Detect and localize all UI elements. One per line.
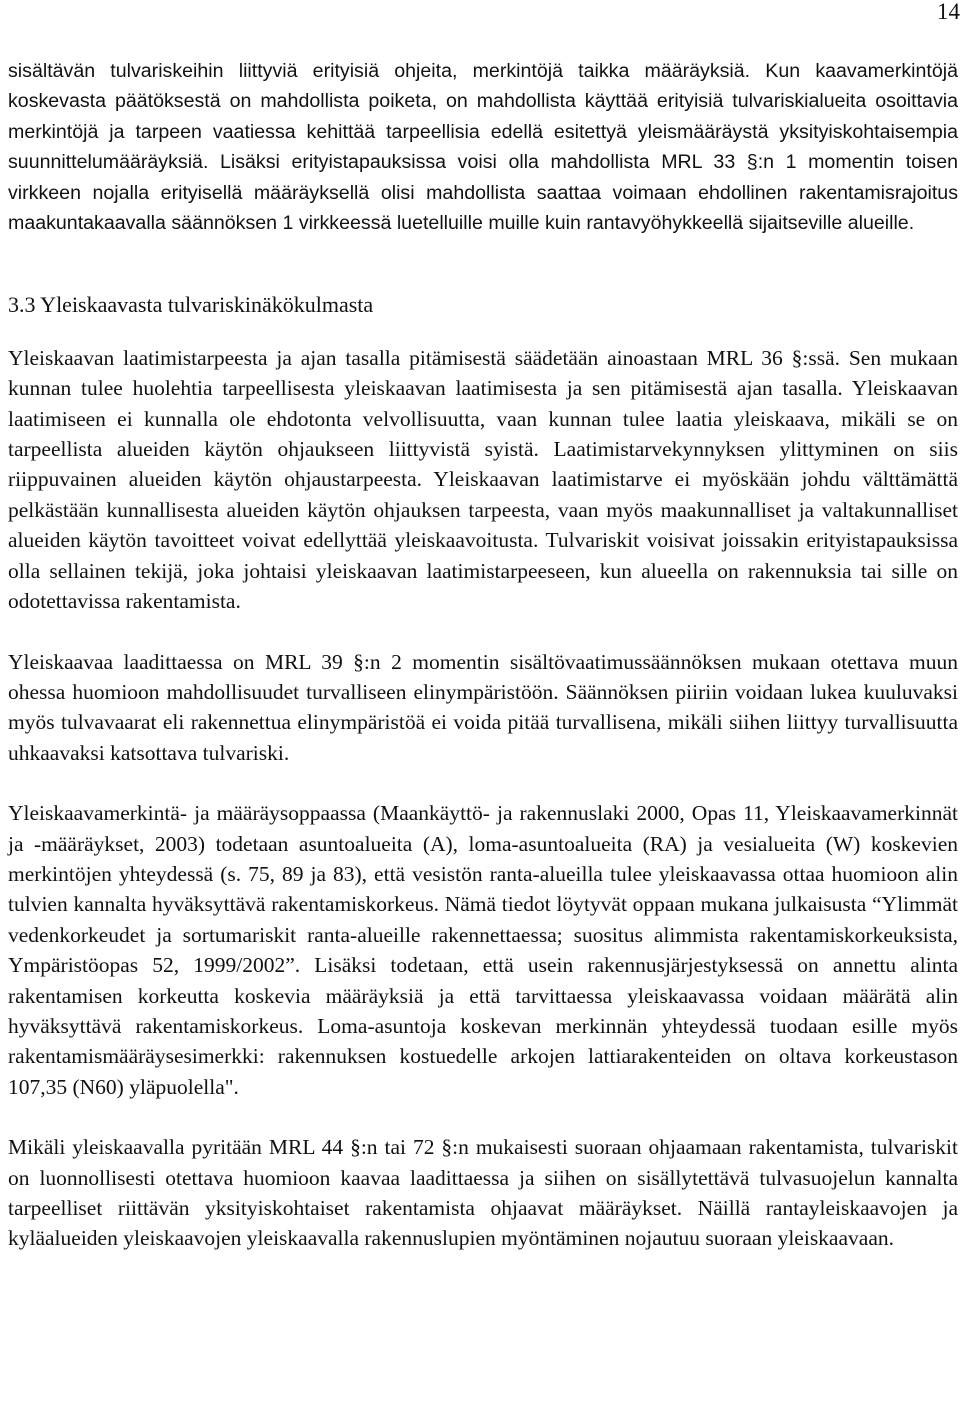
paragraph-3: Yleiskaavamerkintä- ja määräysoppaassa (Maankäyttö- ja rakennuslaki 2000, Opas 11, Yleiskaavamerkinnät ja -määräykset, 2003) todetaan asuntoalueita (A), loma-asuntoalueita (RA) ja vesialueita (W) koskevien merkintöjen yhteydessä (s. 75, 89 ja 83), että vesistön ranta-alueilla tulee yleiskaavassa ottaa huomioon alin tulvien kannalta hyväksyttävä rakentamiskorkeus. Nämä tiedot löytyvät oppaan mukana julkaisusta “Ylimmät vedenkorkeudet ja sortumariskit ranta-alueille rakennettaessa; suositus alimmista rakentamiskorkeuksista, Ympäristöopas 52, 1999/2002”. Lisäksi todetaan, että usein rakennusjärjestyksessä on annettu alinta rakentamisen korkeutta koskevia määräyksiä ja että tarvittaessa yleiskaavassa voidaan määrätä alin hyväksyttävä rakentamiskorkeus. Loma-asuntoja koskevan merkinnän yhteydessä tuodaan esille myös rakentamismääräysesimerkki: rakennuksen kostuedelle arkojen lattiarakenteiden on oltava korkeustason 107,35 (N60) yläpuolella".	[8, 801, 958, 1099]
intro-paragraph: sisältävän tulvariskeihin liittyviä erityisiä ohjeita, merkintöjä taikka määräyksiä. Kun kaavamerkintöjä koskevasta päätöksestä on mahdollista poiketa, on mahdollista käyttää erityisiä tulvariskialueita osoittavia merkintöjä ja tarpeen vaatiessa kehittää tarpeellisia edellä esitettyä yleismääräystä yksityiskohtaisempia suunnittelumääräyksiä. Lisäksi erityistapauksissa voisi olla mahdollista MRL 33 §:n 1 momentin toisen virkkeen nojalla erityisellä määräyksellä olisi mahdollista saattaa voimaan ehdollinen rakentamisrajoitus maakuntakaavalla säännöksen 1 virkkeessä luetelluille muille kuin rantavyöhykkeellä sijaitseville alueille.	[8, 60, 958, 235]
document-body	[8, 56, 958, 1254]
paragraph-4: Mikäli yleiskaavalla pyritään MRL 44 §:n tai 72 §:n mukaisesti suoraan ohjaamaan rakentamista, tulvariskit on luonnollisesti otettava huomioon kaavaa laadittaessa ja siihen on sisällytettävä tulvasuojelun kannalta tarpeelliset riittävän yksityiskohtaiset rakentamista ohjaavat määräykset. Näillä rantayleiskaavojen ja kyläalueiden yleiskaavojen yleiskaavalla rakennuslupien myöntäminen nojautuu suoraan yleiskaavaan.	[8, 1135, 958, 1251]
section-heading: 3.3 Yleiskaavasta tulvariskinäkökulmasta	[8, 292, 374, 318]
page-number: 14	[937, 0, 960, 24]
paragraph-2: Yleiskaavaa laadittaessa on MRL 39 §:n 2 momentin sisältövaatimussäännöksen mukaan otettava muun ohessa huomioon mahdollisuudet turvalliseen elinympäristöön. Säännöksen piiriin voidaan lukea kuuluvaksi myös tulvavaarat eli rakennettua elinympäristöä ei voida pitää turvallisena, mikäli siihen liittyy turvallisuutta uhkaavaksi katsottava tulvariski.	[8, 649, 958, 765]
paragraph-1: Yleiskaavan laatimistarpeesta ja ajan tasalla pitämisestä säädetään ainoastaan MRL 36 §:ssä. Sen mukaan kunnan tulee huolehtia tarpeellisesta yleiskaavan laatimisesta ja sen pitämisestä ajan tasalla. Yleiskaavan laatimiseen ei kunnalla ole ehdotonta velvollisuutta, vaan kunnan tulee laatia yleiskaava, mikäli se on tarpeellista alueiden käytön ohjaukseen liittyvistä syistä. Laatimistarvekynnyksen ylittyminen on siis riippuvainen alueiden käytön ohjaustarpeesta. Yleiskaavan laatimistarve ei myöskään johdu välttämättä pelkästään kunnallisesta alueiden käytön ohjauksen tarpeesta, vaan myös maakunnalliset ja valtakunnalliset alueiden käytön tavoitteet voivat edellyttää yleiskaavoitusta. Tulvariskit voisivat joissakin erityistapauksissa olla sellainen tekijä, joka johtaisi yleiskaavan laatimistarpeeseen, kun alueella on rakennuksia tai sille on odotettavissa rakentamista.	[8, 345, 958, 614]
